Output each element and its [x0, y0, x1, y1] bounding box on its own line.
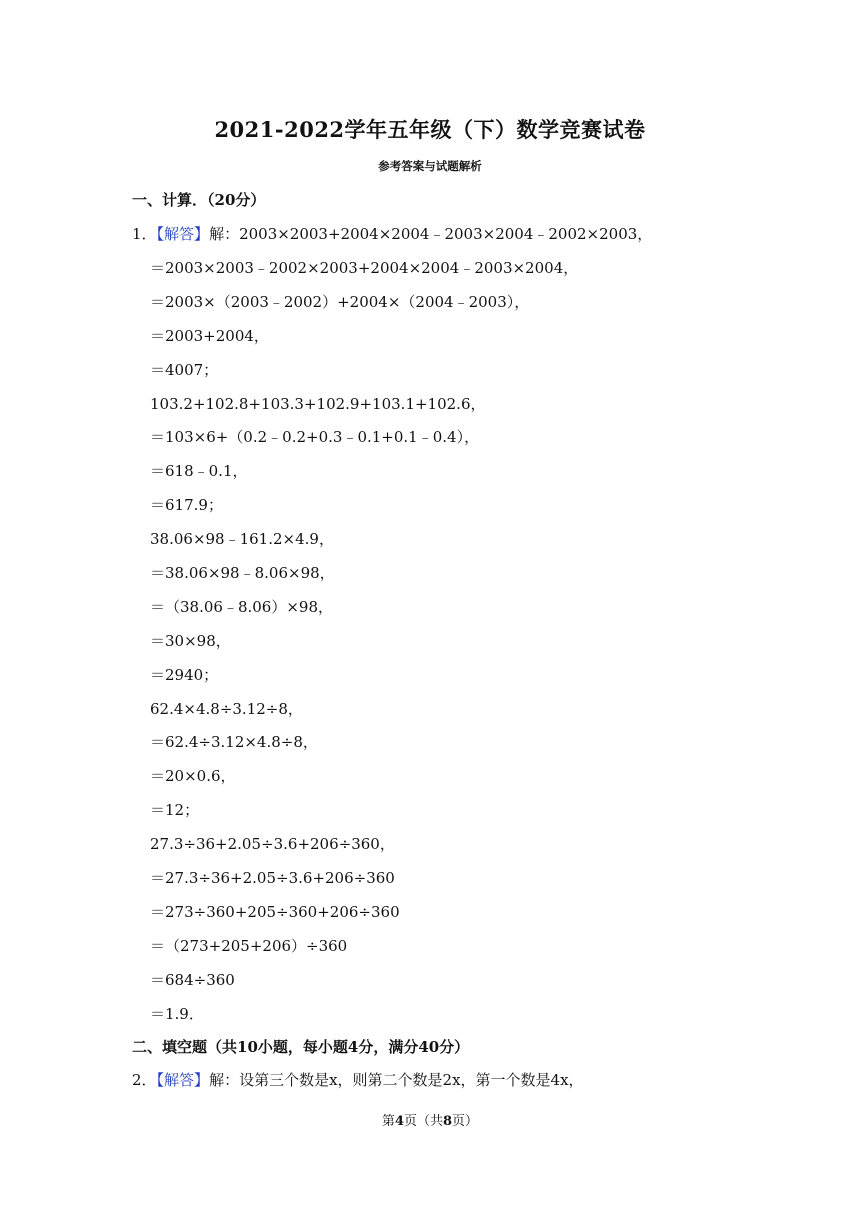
section-heading-2: 二、填空题（共10小题，每小题4分，满分40分） [132, 1038, 470, 1056]
answer-tag: 【解答】 [156, 1071, 210, 1089]
solution-line: ＝273÷360+205÷360+206÷360 [150, 903, 400, 921]
solution-line: ＝62.4÷3.12×4.8÷8， [150, 733, 318, 751]
solution-line: ＝618﹣0.1， [150, 462, 248, 480]
page-footer [0, 1110, 860, 1129]
solution-line: ＝20×0.6， [150, 767, 236, 785]
answer-tag: 【解答】 [156, 225, 210, 243]
solution-line: ＝1.9． [150, 1005, 204, 1023]
solution-line: ＝（273+205+206）÷360 [150, 937, 348, 955]
question-number: 1． [132, 225, 157, 243]
solution-line: ＝38.06×98﹣8.06×98， [150, 564, 335, 582]
question-text: 解：设第三个数是x，则第二个数是2x，第一个数是4x， [209, 1071, 584, 1089]
solution-line: ＝4007； [150, 361, 219, 379]
solution-line: 27.3÷36+2.05÷3.6+206÷360， [150, 835, 395, 853]
solution-line: ＝30×98， [150, 632, 231, 650]
solution-line: ＝12； [150, 801, 200, 819]
page-title: 2021-2022学年五年级（下）数学竞赛试卷 [214, 117, 646, 142]
solution-line: ＝617.9； [150, 496, 223, 514]
question-text: 解：2003×2003+2004×2004﹣2003×2004﹣2002×2003， [209, 225, 653, 243]
question-number: 2． [132, 1071, 157, 1089]
solution-line: 62.4×4.8÷3.12÷8， [150, 700, 303, 718]
footer-suffix: 页） [452, 1114, 479, 1129]
section-heading-1: 一、计算．（20分） [132, 191, 266, 209]
footer-total-pages: 8 [443, 1114, 453, 1129]
footer-page-number: 4 [394, 1114, 404, 1129]
footer-prefix: 第 [381, 1114, 395, 1129]
solution-line: ＝2003×（2003﹣2002）+2004×（2004﹣2003）， [150, 293, 530, 311]
solution-line: ＝2940； [150, 666, 219, 684]
solution-line: ＝27.3÷36+2.05÷3.6+206÷360 [150, 869, 395, 887]
solution-line: ＝684÷360 [150, 971, 235, 989]
question-1-start [132, 224, 652, 244]
solution-line: ＝2003+2004， [150, 327, 269, 345]
solution-line: 38.06×98﹣161.2×4.9， [150, 530, 334, 548]
solution-line: ＝2003×2003﹣2002×2003+2004×2004﹣2003×2004， [150, 259, 579, 277]
solution-line: ＝103×6+（0.2﹣0.2+0.3﹣0.1+0.1﹣0.4）， [150, 428, 480, 446]
page-subtitle: 参考答案与试题解析 [378, 159, 482, 173]
solution-line: 103.2+102.8+103.3+102.9+103.1+102.6， [150, 395, 486, 413]
question-2-start [132, 1070, 584, 1090]
solution-line: ＝（38.06﹣8.06）×98， [150, 598, 333, 616]
footer-middle: 页（共 [403, 1114, 443, 1129]
